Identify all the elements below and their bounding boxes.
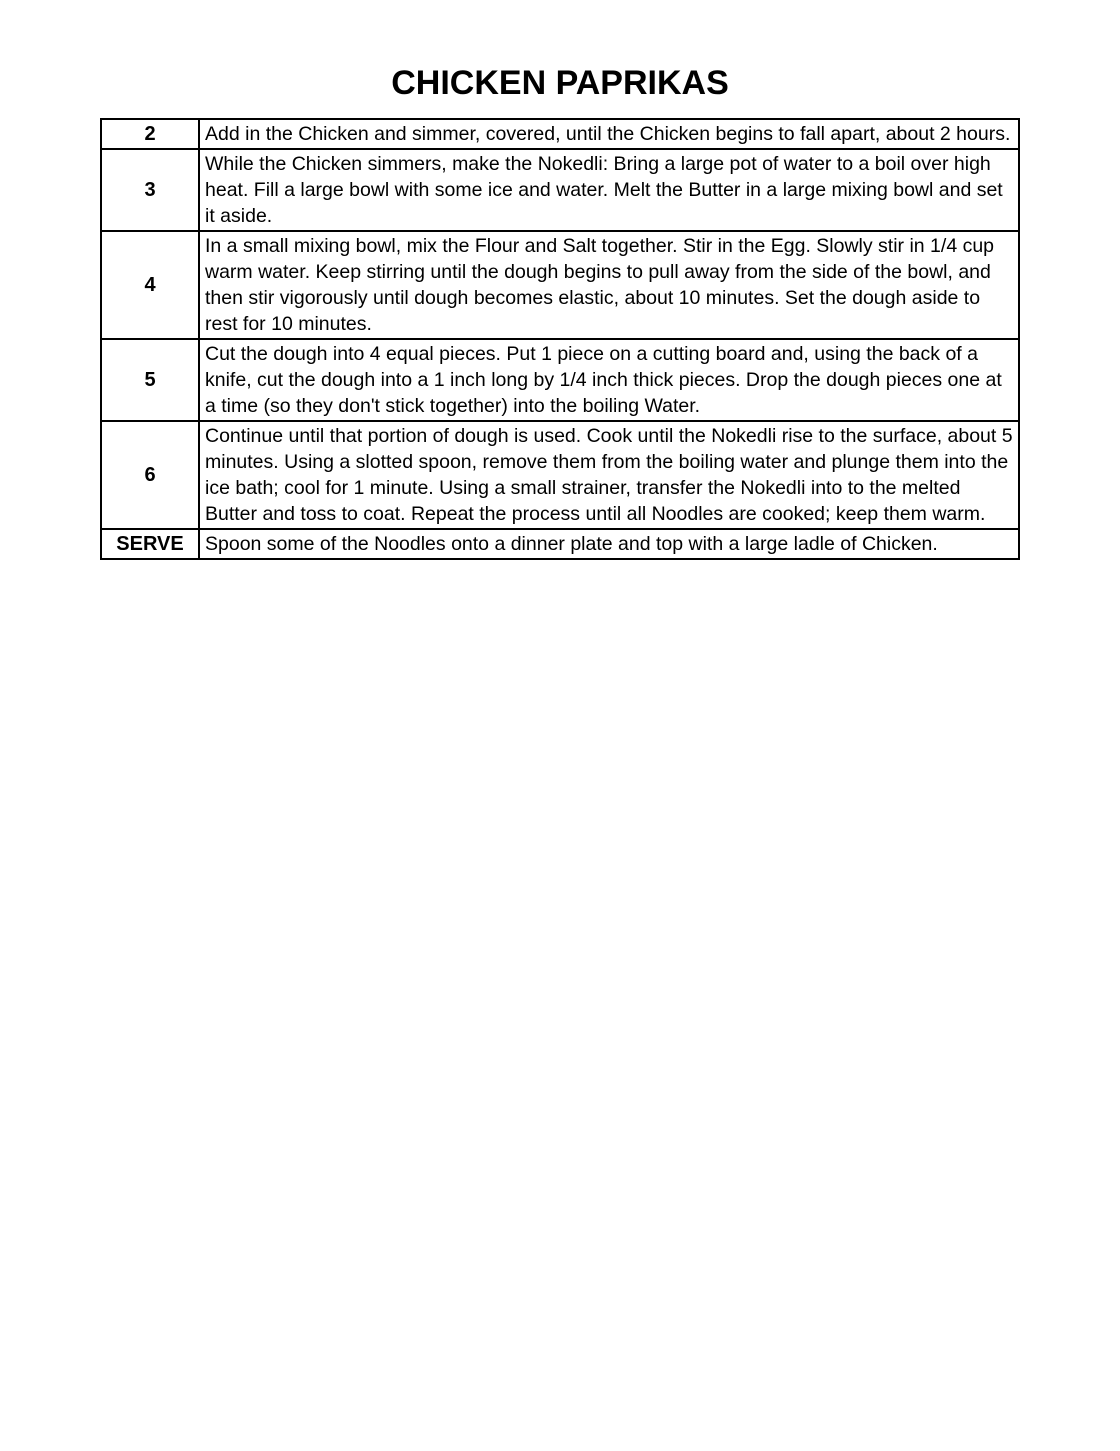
- step-number-cell: 5: [101, 339, 199, 421]
- table-row: [101, 119, 1019, 149]
- table-row: [101, 149, 1019, 231]
- step-number-cell: 2: [101, 119, 199, 149]
- recipe-steps-table: [100, 118, 1020, 560]
- step-instruction-cell: Add in the Chicken and simmer, covered, until the Chicken begins to fall apart, about 2 hours.: [199, 119, 1019, 149]
- step-instruction-cell: While the Chicken simmers, make the Nokedli: Bring a large pot of water to a boil over high heat. Fill a large bowl with some ice and water. Melt the Butter in a large mixing bowl and set it aside.: [199, 149, 1019, 231]
- step-instruction-cell: In a small mixing bowl, mix the Flour and Salt together. Stir in the Egg. Slowly stir in 1/4 cup warm water. Keep stirring until the dough begins to pull away from the side of the bowl, and then stir vigorously until dough becomes elastic, about 10 minutes. Set the dough aside to rest for 10 minutes.: [199, 231, 1019, 339]
- step-number-cell: 4: [101, 231, 199, 339]
- table-row: [101, 231, 1019, 339]
- recipe-title: CHICKEN PAPRIKAS: [391, 64, 729, 102]
- step-number-cell: 6: [101, 421, 199, 529]
- step-instruction-cell: Cut the dough into 4 equal pieces. Put 1 piece on a cutting board and, using the back of a knife, cut the dough into a 1 inch long by 1/4 inch thick pieces. Drop the dough pieces one at a time (so they don't stick together) into the boiling Water.: [199, 339, 1019, 421]
- step-number-cell: 3: [101, 149, 199, 231]
- steps-table-body: [101, 119, 1019, 559]
- table-row: [101, 339, 1019, 421]
- step-instruction-cell: Continue until that portion of dough is used. Cook until the Nokedli rise to the surface, about 5 minutes. Using a slotted spoon, remove them from the boiling water and plunge them into the ice bath; cool for 1 minute. Using a small strainer, transfer the Nokedli into to the melted Butter and toss to coat. Repeat the process until all Noodles are cooked; keep them warm.: [199, 421, 1019, 529]
- step-instruction-cell: Spoon some of the Noodles onto a dinner plate and top with a large ladle of Chicken.: [199, 529, 1019, 559]
- step-number-cell: SERVE: [101, 529, 199, 559]
- table-row: [101, 421, 1019, 529]
- table-row: [101, 529, 1019, 559]
